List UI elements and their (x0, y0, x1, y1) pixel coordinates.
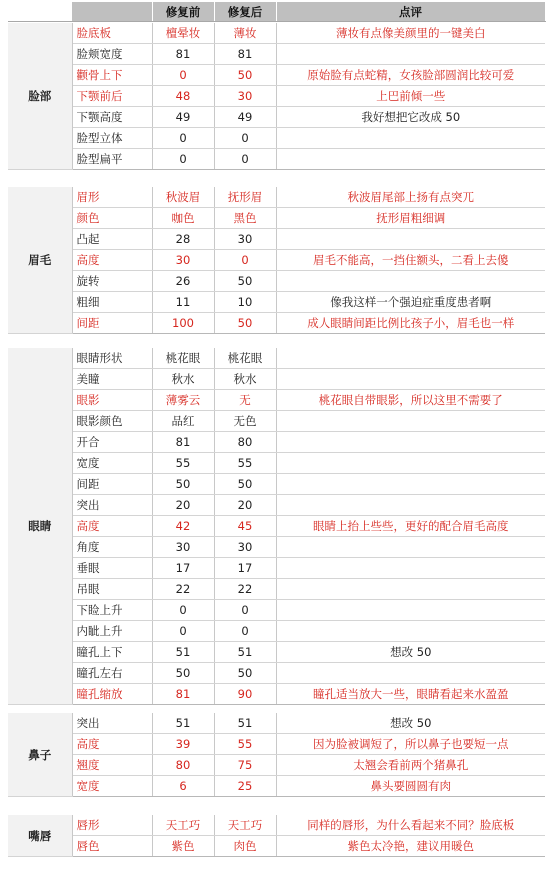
table-row (8, 776, 545, 797)
attr-cell: 脸底板 (72, 23, 152, 44)
header-after: 修复后 (214, 2, 276, 22)
before-cell: 42 (152, 516, 214, 537)
header-row (8, 2, 545, 22)
after-cell: 薄妆 (214, 23, 276, 44)
comment-cell: 薄妆有点像美颜里的一键美白 (276, 23, 545, 44)
attr-cell: 角度 (72, 537, 152, 558)
section-label: 脸部 (8, 23, 72, 170)
comment-cell: 像我这样一个强迫症重度患者啊 (276, 292, 545, 313)
before-cell: 81 (152, 684, 214, 705)
before-cell: 22 (152, 579, 214, 600)
after-cell: 0 (214, 621, 276, 642)
attr-cell: 下睑上升 (72, 600, 152, 621)
section-label: 眼睛 (8, 348, 72, 705)
before-cell: 39 (152, 734, 214, 755)
attr-cell: 旋转 (72, 271, 152, 292)
comment-cell (276, 558, 545, 579)
after-cell: 75 (214, 755, 276, 776)
before-cell: 30 (152, 250, 214, 271)
comment-cell: 桃花眼自带眼影，所以这里不需要了 (276, 390, 545, 411)
after-cell: 51 (214, 642, 276, 663)
attr-cell: 颧骨上下 (72, 65, 152, 86)
attr-cell: 高度 (72, 734, 152, 755)
attr-cell: 唇形 (72, 815, 152, 836)
comment-cell (276, 348, 545, 369)
attr-cell: 吊眼 (72, 579, 152, 600)
comment-cell: 成人眼睛间距比例比孩子小，眉毛也一样 (276, 313, 545, 334)
before-cell: 0 (152, 149, 214, 170)
comment-cell (276, 621, 545, 642)
section-label: 鼻子 (8, 713, 72, 797)
comment-cell: 紫色太冷艳，建议用暖色 (276, 836, 545, 857)
comment-cell: 瞳孔适当放大一些，眼睛看起来水盈盈 (276, 684, 545, 705)
attr-cell: 凸起 (72, 229, 152, 250)
attr-cell: 垂眼 (72, 558, 152, 579)
before-cell: 薄雾云 (152, 390, 214, 411)
table-row (8, 187, 545, 208)
before-cell: 6 (152, 776, 214, 797)
table-row (8, 713, 545, 734)
comment-cell (276, 128, 545, 149)
comment-cell: 想改 50 (276, 642, 545, 663)
before-cell: 0 (152, 65, 214, 86)
table-row (8, 474, 545, 495)
table-row (8, 558, 545, 579)
comment-cell (276, 432, 545, 453)
comment-cell: 想改 50 (276, 713, 545, 734)
comment-cell: 上巴前倾一些 (276, 86, 545, 107)
header-table (8, 2, 546, 22)
attr-cell: 唇色 (72, 836, 152, 857)
after-cell: 25 (214, 776, 276, 797)
attr-cell: 脸颊宽度 (72, 44, 152, 65)
attr-cell: 间距 (72, 313, 152, 334)
attr-cell: 脸型扁平 (72, 149, 152, 170)
after-cell: 55 (214, 453, 276, 474)
table-row (8, 495, 545, 516)
attr-cell: 脸型立体 (72, 128, 152, 149)
comment-cell (276, 537, 545, 558)
attr-cell: 内眦上升 (72, 621, 152, 642)
table-row (8, 390, 545, 411)
after-cell: 81 (214, 44, 276, 65)
before-cell: 紫色 (152, 836, 214, 857)
after-cell: 20 (214, 495, 276, 516)
table-row (8, 815, 545, 836)
table-row (8, 65, 545, 86)
table-row (8, 229, 545, 250)
before-cell: 55 (152, 453, 214, 474)
attr-cell: 高度 (72, 516, 152, 537)
table-row (8, 432, 545, 453)
table-row (8, 271, 545, 292)
after-cell: 肉色 (214, 836, 276, 857)
attr-cell: 下颚高度 (72, 107, 152, 128)
before-cell: 檀晕妆 (152, 23, 214, 44)
table-row (8, 313, 545, 334)
table-row (8, 107, 545, 128)
comment-cell: 眼睛上抬上些些，更好的配合眉毛高度 (276, 516, 545, 537)
comment-cell: 太翘会看前两个猪鼻孔 (276, 755, 545, 776)
after-cell: 50 (214, 663, 276, 684)
comment-cell (276, 369, 545, 390)
after-cell: 0 (214, 128, 276, 149)
after-cell: 51 (214, 713, 276, 734)
before-cell: 51 (152, 642, 214, 663)
section-eye-table (8, 348, 545, 705)
table-row (8, 600, 545, 621)
table-row (8, 537, 545, 558)
comment-cell: 抚形眉粗细调 (276, 208, 545, 229)
before-cell: 0 (152, 128, 214, 149)
after-cell: 50 (214, 271, 276, 292)
comment-cell (276, 579, 545, 600)
table-row (8, 621, 545, 642)
before-cell: 80 (152, 755, 214, 776)
after-cell: 49 (214, 107, 276, 128)
after-cell: 50 (214, 474, 276, 495)
after-cell: 45 (214, 516, 276, 537)
before-cell: 20 (152, 495, 214, 516)
after-cell: 天工巧 (214, 815, 276, 836)
before-cell: 品红 (152, 411, 214, 432)
comment-cell: 原始脸有点蛇精，女孩脸部圆润比较可爱 (276, 65, 545, 86)
comment-cell (276, 411, 545, 432)
section-nose-table (8, 713, 545, 797)
before-cell: 28 (152, 229, 214, 250)
before-cell: 51 (152, 713, 214, 734)
table-row (8, 250, 545, 271)
header-blank (8, 2, 72, 22)
after-cell: 秋水 (214, 369, 276, 390)
after-cell: 90 (214, 684, 276, 705)
table-row (8, 642, 545, 663)
table-row (8, 128, 545, 149)
before-cell: 26 (152, 271, 214, 292)
table-row (8, 292, 545, 313)
attr-cell: 颜色 (72, 208, 152, 229)
table-row (8, 734, 545, 755)
attr-cell: 下颚前后 (72, 86, 152, 107)
comment-cell: 鼻头要圆圆有肉 (276, 776, 545, 797)
attr-cell: 突出 (72, 713, 152, 734)
table-row (8, 663, 545, 684)
before-cell: 天工巧 (152, 815, 214, 836)
table-row (8, 149, 545, 170)
section-face-table (8, 23, 545, 170)
comment-cell (276, 149, 545, 170)
comment-cell (276, 44, 545, 65)
comment-cell (276, 600, 545, 621)
after-cell: 无 (214, 390, 276, 411)
after-cell: 0 (214, 600, 276, 621)
after-cell: 0 (214, 250, 276, 271)
before-cell: 桃花眼 (152, 348, 214, 369)
comment-cell: 因为脸被调短了，所以鼻子也要短一点 (276, 734, 545, 755)
after-cell: 抚形眉 (214, 187, 276, 208)
before-cell: 0 (152, 621, 214, 642)
before-cell: 50 (152, 474, 214, 495)
after-cell: 桃花眼 (214, 348, 276, 369)
header-comment: 点评 (276, 2, 545, 22)
before-cell: 81 (152, 432, 214, 453)
comment-cell (276, 495, 545, 516)
section-label: 眉毛 (8, 187, 72, 334)
attr-cell: 眼睛形状 (72, 348, 152, 369)
before-cell: 100 (152, 313, 214, 334)
attr-cell: 眼影 (72, 390, 152, 411)
table-row (8, 453, 545, 474)
comment-cell (276, 271, 545, 292)
before-cell: 咖色 (152, 208, 214, 229)
table-row (8, 836, 545, 857)
table-row (8, 755, 545, 776)
table-row (8, 23, 545, 44)
attr-cell: 瞳孔缩放 (72, 684, 152, 705)
comment-cell (276, 229, 545, 250)
before-cell: 81 (152, 44, 214, 65)
comment-cell: 我好想把它改成 50 (276, 107, 545, 128)
comment-cell: 眉毛不能高，一挡住额头，二看上去傻 (276, 250, 545, 271)
attr-cell: 瞳孔上下 (72, 642, 152, 663)
section-lips-table (8, 815, 545, 857)
table-row (8, 411, 545, 432)
attr-cell: 瞳孔左右 (72, 663, 152, 684)
attr-cell: 宽度 (72, 453, 152, 474)
attr-cell: 眉形 (72, 187, 152, 208)
after-cell: 50 (214, 65, 276, 86)
comment-cell (276, 474, 545, 495)
after-cell: 30 (214, 229, 276, 250)
attr-cell: 美瞳 (72, 369, 152, 390)
after-cell: 10 (214, 292, 276, 313)
comment-cell (276, 663, 545, 684)
before-cell: 50 (152, 663, 214, 684)
before-cell: 17 (152, 558, 214, 579)
comment-cell: 同样的唇形，为什么看起来不同？脸底板 (276, 815, 545, 836)
table-row (8, 44, 545, 65)
attr-cell: 高度 (72, 250, 152, 271)
attr-cell: 翘度 (72, 755, 152, 776)
comment-cell: 秋波眉尾部上扬有点突兀 (276, 187, 545, 208)
table-row (8, 369, 545, 390)
comment-cell (276, 453, 545, 474)
after-cell: 17 (214, 558, 276, 579)
after-cell: 0 (214, 149, 276, 170)
attr-cell: 突出 (72, 495, 152, 516)
table-row (8, 579, 545, 600)
header-before: 修复前 (152, 2, 214, 22)
table-row (8, 86, 545, 107)
section-label: 嘴唇 (8, 815, 72, 857)
section-eyebrow-table (8, 187, 545, 334)
attr-cell: 粗细 (72, 292, 152, 313)
before-cell: 48 (152, 86, 214, 107)
after-cell: 55 (214, 734, 276, 755)
before-cell: 11 (152, 292, 214, 313)
before-cell: 0 (152, 600, 214, 621)
before-cell: 秋波眉 (152, 187, 214, 208)
attr-cell: 宽度 (72, 776, 152, 797)
table-row (8, 208, 545, 229)
after-cell: 50 (214, 313, 276, 334)
header-attr-blank (72, 2, 152, 22)
before-cell: 秋水 (152, 369, 214, 390)
after-cell: 30 (214, 537, 276, 558)
table-row (8, 516, 545, 537)
before-cell: 49 (152, 107, 214, 128)
table-row (8, 684, 545, 705)
attr-cell: 间距 (72, 474, 152, 495)
after-cell: 无色 (214, 411, 276, 432)
table-row (8, 348, 545, 369)
after-cell: 黑色 (214, 208, 276, 229)
before-cell: 30 (152, 537, 214, 558)
attr-cell: 开合 (72, 432, 152, 453)
after-cell: 22 (214, 579, 276, 600)
after-cell: 30 (214, 86, 276, 107)
after-cell: 80 (214, 432, 276, 453)
attr-cell: 眼影颜色 (72, 411, 152, 432)
